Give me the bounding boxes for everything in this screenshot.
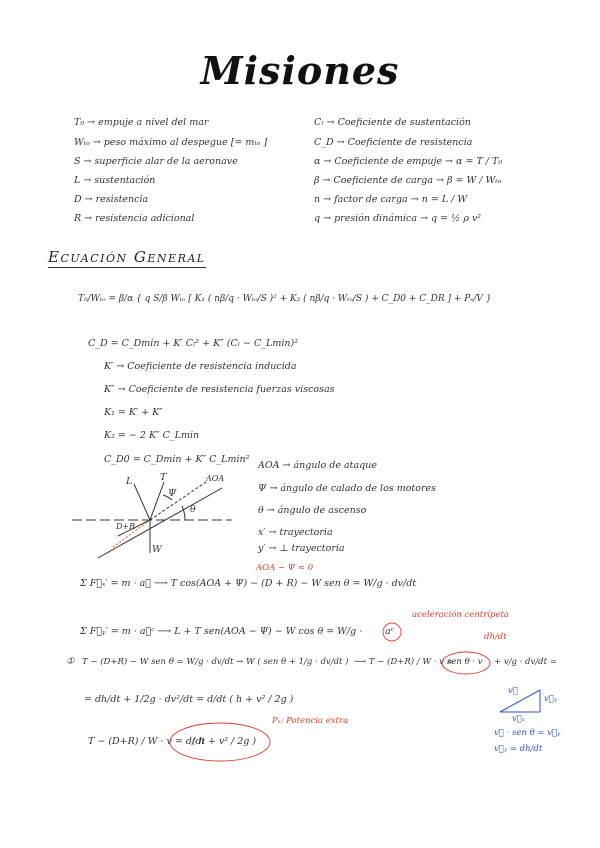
def-right-3: β → Coeficiente de carga → β = W / Wₜₒ bbox=[314, 175, 502, 186]
blue-note-vy-top: v⃗ᵧ bbox=[544, 694, 558, 704]
angle-def-4: y′ → ⊥ trayectoria bbox=[258, 543, 345, 554]
blue-v-vector bbox=[500, 690, 540, 712]
cd-line-4: K₂ = − 2 K″ C_Lmin bbox=[104, 430, 200, 441]
cd-line-5: C_D0 = C_Dmin + K″ C_Lmin² bbox=[104, 454, 250, 465]
equation-3-lhs: T − (D+R) / W · v = d/dt bbox=[88, 736, 206, 747]
def-right-4: n → factor de carga → n = L / W bbox=[314, 194, 468, 205]
equation-2: = dh/dt + 1/2g · dv²/dt = d/dt ( h + v² / 2g ) bbox=[84, 694, 294, 705]
equation-1-tail: + v/g · dv/dt = bbox=[494, 657, 557, 667]
cd-line-1: K′ → Coeficiente de resistencia inducida bbox=[104, 361, 297, 372]
equation-3-circle: ( h + v² / 2g ) bbox=[192, 736, 257, 747]
equation-y: Σ F⃗ᵧ′ = m · a⃗ᶜ ⟶ L + T sen(AOA − Ψ) − W cos θ = W/g · bbox=[80, 626, 363, 637]
def-right-2: α → Coeficiente de empuje → α = T / T₀ bbox=[314, 156, 503, 167]
aoa-reference-line bbox=[150, 482, 206, 520]
equation-y-circle: aᶜ bbox=[385, 626, 395, 637]
def-left-5: R → resistencia adicional bbox=[74, 213, 195, 224]
equation-1-lhs: T − (D+R) − W sen θ = W/g · dv/dt → W ( sen θ + 1/g · dv/dt ) bbox=[82, 657, 349, 667]
blue-note-v: v⃗ bbox=[508, 686, 518, 696]
equation-1-label: ① bbox=[66, 656, 75, 667]
diagram-label-theta: θ bbox=[190, 504, 196, 515]
red-note-accel: aceleración centrípeta bbox=[412, 610, 509, 620]
diagram-label-psi: Ψ bbox=[168, 488, 177, 499]
def-left-2: S → superficie alar de la aeronave bbox=[74, 156, 238, 167]
def-left-4: D → resistencia bbox=[74, 194, 149, 205]
def-left-3: L → sustentación bbox=[74, 175, 156, 186]
angle-def-0: AOA → ángulo de ataque bbox=[258, 460, 377, 471]
def-right-0: Cₗ → Coeficiente de sustentación bbox=[314, 117, 471, 128]
page-title: Misiones bbox=[200, 48, 400, 93]
blue-note-sen: v⃗ · sen θ = v⃗ᵧ bbox=[494, 728, 561, 738]
blue-note-dhdt: v⃗ᵧ = dh/dt bbox=[494, 744, 543, 754]
equation-1-circle: sen θ · v bbox=[447, 657, 483, 667]
diagram-label-aoa: AOA bbox=[206, 474, 225, 483]
theta-arc bbox=[182, 506, 185, 520]
cd-line-2: K″ → Coeficiente de resistencia fuerzas viscosas bbox=[104, 384, 335, 395]
cd-line-0: C_D = C_Dmin + K′ Cₗ² + K″ (Cₗ − C_Lmin)² bbox=[88, 338, 299, 349]
angle-def-1: Ψ → ángulo de calado de los motores bbox=[258, 483, 436, 494]
angle-def-3: x′ → trayectoria bbox=[258, 527, 333, 538]
red-note-dhdt: dh/dt bbox=[484, 632, 507, 642]
def-left-1: Wₜₒ → peso máximo al despegue [= mₜₒ ] bbox=[74, 137, 268, 148]
equation-x: Σ F⃗ₓ′ = m · a⃗ ⟶ T cos(AOA + Ψ) − (D + R) − W sen θ = W/g · dv/dt bbox=[80, 578, 417, 589]
equation-1-rhs: ⟶ T − (D+R) / W · v = bbox=[354, 657, 454, 667]
diagram-label-dr: D+R bbox=[116, 522, 136, 531]
cd-line-3: K₁ = K′ + K″ bbox=[104, 407, 163, 418]
red-note-ps: Pₛ: Potencia extra bbox=[272, 716, 349, 726]
def-right-5: q → presión dinámica → q = ½ ρ v² bbox=[314, 213, 482, 224]
angle-def-2: θ → ángulo de ascenso bbox=[258, 505, 367, 516]
diagram-label-t: T bbox=[160, 472, 167, 483]
section-heading: Ecuación General bbox=[48, 248, 206, 266]
lift-vector bbox=[134, 484, 150, 520]
blue-note-vx: v⃗ₓ bbox=[512, 714, 525, 724]
red-note-aoa-psi: AOA − Ψ ≈ 0 bbox=[256, 563, 314, 573]
diagram-label-w: W bbox=[152, 544, 162, 555]
def-right-1: C_D → Coeficiente de resistencia bbox=[314, 137, 473, 148]
def-left-0: T₀ → empuje a nivel del mar bbox=[74, 117, 209, 128]
general-equation: T₀/Wₜₒ = β/α { q S/β Wₜₒ [ K₁ ( nβ/q · Wₜₒ/S )² + K₂ ( nβ/q · Wₜₒ/S ) + C_D0 + C_DR ] + Pₛ/V } bbox=[78, 294, 492, 304]
diagram-label-l: L bbox=[126, 476, 133, 487]
thrust-vector bbox=[150, 482, 164, 520]
